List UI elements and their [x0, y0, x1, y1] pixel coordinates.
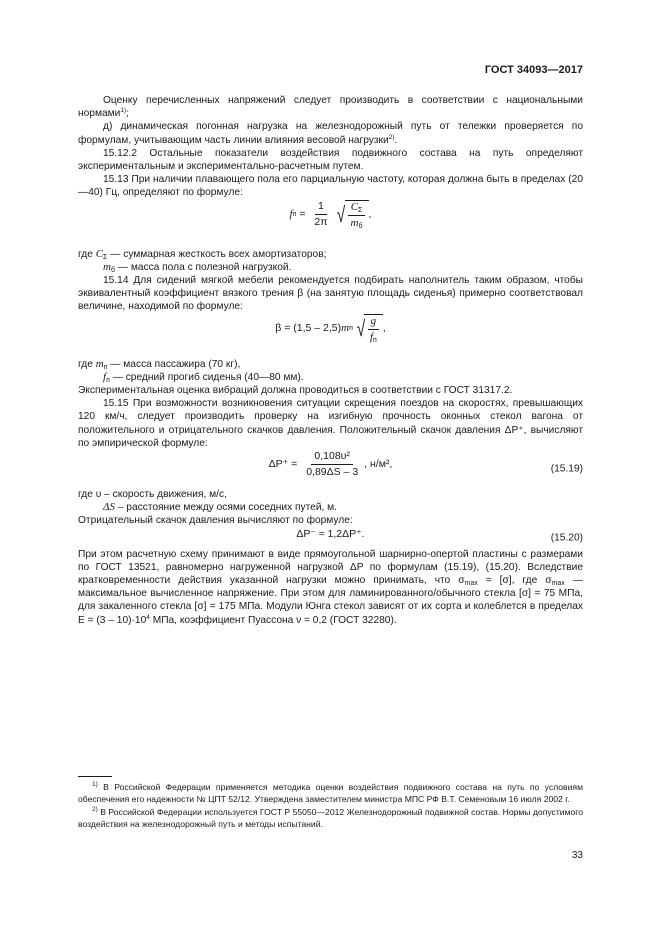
where-fp: $f_п$ — средний прогиб сиденья (40—80 мм). — [103, 370, 304, 384]
footnote-ref-1: 1) — [120, 107, 127, 115]
paragraph-15-13: 15.13 При наличии плавающего пола его парциальную частоту, которая должна быть в пределах (20—40) Гц, определяют по формуле: — [78, 174, 583, 199]
footnote-divider — [78, 776, 112, 777]
footnote-ref-2: 2) — [388, 133, 395, 141]
formula-floor-frequency: f п = $\frac{1}{2\pi}$ √ $\frac{C_\Sigma}{m_б}$ , — [289, 200, 372, 230]
where-ds: ΔS – расстояние между осями соседних путей, м. — [103, 501, 338, 514]
footnote-2: $^{2)}$ В Российской Федерации используется ГОСТ Р 55050—2012 Железнодорожный подвижной состав. Нормы допустимого воздействия на железнодорожный путь и методы испытаний. — [78, 806, 583, 829]
footnote-1: $^{1)}$ В Российской Федерации применяется методика оценки воздействия подвижного состава на путь по условиям обеспечения его надежности № ЦПТ 52/12. Утверждена заместителем министра МПС РФ В.Т. Семеновым 16 июля 2002 г. — [78, 781, 583, 804]
formula-negative-pressure: ΔP⁻ ≈ 1,2ΔP⁺. (15.20) — [296, 527, 583, 544]
page-number: 33 — [571, 850, 583, 861]
paragraph-scheme: При этом расчетную схему принимают в виде прямоугольной шарнирно-опертой пластины с размерами по ГОСТ 13521, равномерно нагруженной нагрузкой ΔP по формулам (15.19), (15.20). Вследствие кратковременности действия указанной нагрузки можно принимать, что $\sigma_{max} = [\sigma]$, где $\sigma_{max}$ — максимальное вычисленное напряжение. При этом для ламинированного/обычного стекла [σ] = 75 МПа, для закаленного стекла [σ] = 175 МПа. Модули Юнга стекол зависят от их сорта и колеблется в пределах $E = (3 - 10)\cdot 10^4$ МПа, коэффициент Пуассона ν = 0,2 (ГОСТ 32280). — [78, 548, 583, 626]
where-mp: где $m_п$ — масса пассажира (70 кг), — [78, 357, 241, 371]
document-header: ГОСТ 34093—2017 — [484, 64, 583, 76]
paragraph-vibration: Экспериментальная оценка вибраций должна проводиться в соответствии с ГОСТ 31317.2. — [78, 385, 513, 397]
footnotes — [78, 782, 583, 832]
equation-number: (15.20) — [550, 532, 583, 544]
paragraph-assessment: Оценку перечисленных напряжений следует производить в соответствии с национальными нормами$^{1)}$; — [78, 95, 583, 120]
main-text — [78, 94, 583, 627]
sqrt-sign: √ $\frac{g}{f_п}$ — [355, 314, 383, 344]
where-m: $m_б$ — масса пола с полезной нагрузкой. — [103, 260, 292, 274]
formula-viscous-friction: β = (1,5 – 2,5) m п √ $\frac{g}{f_п}$ , — [275, 314, 386, 344]
where-v: где υ – скорость движения, м/с, — [78, 489, 227, 501]
sqrt-sign: √ $\frac{C_\Sigma}{m_б}$ — [335, 200, 368, 230]
paragraph-15-14: 15.14 Для сидений мягкой мебели рекомендуется подбирать наполнитель таким образом, чтобы эквивалентный коэффициент вязкого трения β (на занятую площадь сиденья) примерно соответствовал величине, находимой по формуле: — [78, 275, 583, 313]
paragraph-15-15: 15.15 При возможности возникновения ситуации скрещения поездов на скоростях, превышающих 120 км/ч, следует производить проверку на изгибную прочность оконных стекол вагона от положительного и отрицательного скачков давления. Положительный скачок давления ΔP⁺, вычисляют по эмпирической формуле: — [78, 398, 583, 449]
paragraph-negative: Отрицательный скачок давления вычисляют по формуле: — [78, 515, 353, 527]
equation-number: (15.19) — [550, 463, 583, 475]
where-c: где $C_\Sigma$ — суммарная жесткость всех амортизаторов; — [78, 247, 327, 261]
paragraph-d: д) динамическая погонная нагрузка на железнодорожный путь от тележки проверяется по формулам, учитывающим часть линии влияния весовой нагрузки$^{2)}$. — [78, 121, 583, 146]
paragraph-15-12-2: 15.12.2 Остальные показатели воздействия подвижного состава на путь определяют экспериментальным и экспериментально-расчетным путем. — [78, 147, 583, 173]
formula-positive-pressure: ΔP⁺ = $\frac{\text{0,108υ²}}{0,89\Delta S - 3}$ , н/м², (15.19) — [268, 450, 583, 479]
